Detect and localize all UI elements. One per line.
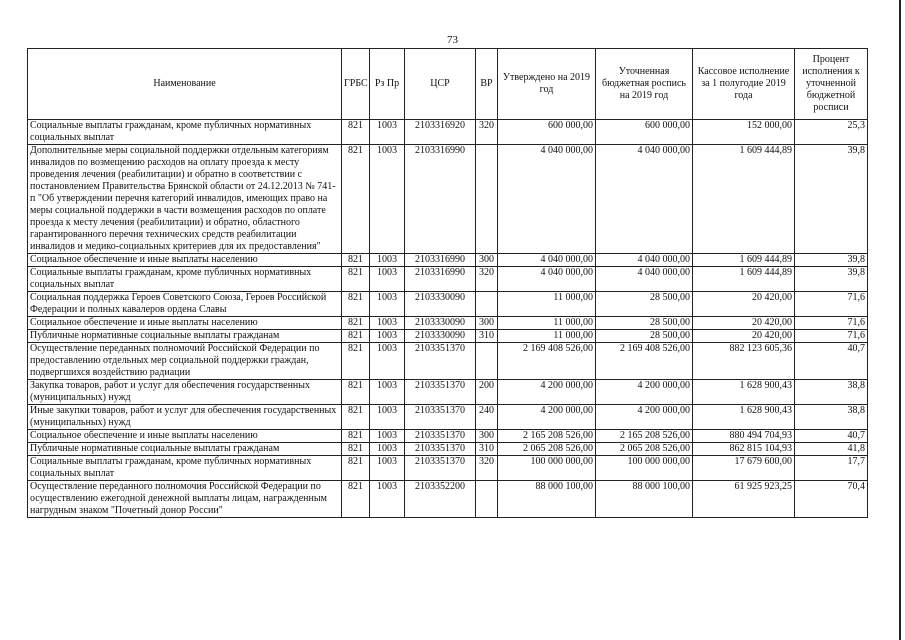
cell-vr: 300 bbox=[476, 254, 498, 267]
cell-cash: 880 494 704,93 bbox=[693, 430, 795, 443]
header-refined: Уточненная бюджетная роспись на 2019 год bbox=[596, 49, 693, 120]
cell-csr: 2103330090 bbox=[405, 317, 476, 330]
cell-grbs: 821 bbox=[342, 481, 370, 518]
cell-grbs: 821 bbox=[342, 405, 370, 430]
cell-vr: 300 bbox=[476, 317, 498, 330]
table-row bbox=[28, 443, 868, 456]
cell-name: Социальные выплаты гражданам, кроме публичных нормативных социальных выплат bbox=[28, 456, 342, 481]
cell-cash: 20 420,00 bbox=[693, 317, 795, 330]
cell-csr: 2103316990 bbox=[405, 267, 476, 292]
cell-grbs: 821 bbox=[342, 267, 370, 292]
cell-refined: 2 169 408 526,00 bbox=[596, 343, 693, 380]
table-row bbox=[28, 254, 868, 267]
cell-vr bbox=[476, 343, 498, 380]
cell-csr: 2103351370 bbox=[405, 380, 476, 405]
cell-csr: 2103330090 bbox=[405, 292, 476, 317]
cell-percent: 70,4 bbox=[795, 481, 868, 518]
cell-vr: 240 bbox=[476, 405, 498, 430]
cell-csr: 2103351370 bbox=[405, 405, 476, 430]
cell-approved: 4 200 000,00 bbox=[498, 405, 596, 430]
cell-rz-pr: 1003 bbox=[370, 380, 405, 405]
cell-csr: 2103351370 bbox=[405, 343, 476, 380]
cell-csr: 2103351370 bbox=[405, 443, 476, 456]
cell-approved: 2 169 408 526,00 bbox=[498, 343, 596, 380]
cell-refined: 2 065 208 526,00 bbox=[596, 443, 693, 456]
table-row bbox=[28, 380, 868, 405]
cell-percent: 39,8 bbox=[795, 145, 868, 254]
cell-cash: 1 609 444,89 bbox=[693, 267, 795, 292]
cell-grbs: 821 bbox=[342, 254, 370, 267]
cell-rz-pr: 1003 bbox=[370, 292, 405, 317]
cell-percent: 41,8 bbox=[795, 443, 868, 456]
cell-percent: 25,3 bbox=[795, 120, 868, 145]
cell-refined: 2 165 208 526,00 bbox=[596, 430, 693, 443]
cell-refined: 28 500,00 bbox=[596, 317, 693, 330]
cell-percent: 71,6 bbox=[795, 292, 868, 317]
cell-grbs: 821 bbox=[342, 456, 370, 481]
cell-name: Социальные выплаты гражданам, кроме публичных нормативных социальных выплат bbox=[28, 267, 342, 292]
cell-name: Дополнительные меры социальной поддержки отдельным категориям инвалидов по возмещению расходов на оплату проезда к месту проведения лечения (реабилитации) и обратно в соответствии с постановлением Правительства Брянской области от 24.12.2013 № 741-п "Об утверждении перечня категорий инвалидов, имеющих право на меры социальной поддержки в части возмещения расходов по оплате проезда к месту лечения (реабилитации) и обратно, областного гарантированного перечня технических средств реабилитации инвалидов и медико-социальных критериев для их предоставления" bbox=[28, 145, 342, 254]
cell-grbs: 821 bbox=[342, 120, 370, 145]
cell-percent: 71,6 bbox=[795, 317, 868, 330]
cell-approved: 11 000,00 bbox=[498, 292, 596, 317]
cell-refined: 4 040 000,00 bbox=[596, 267, 693, 292]
header-csr: ЦСР bbox=[405, 49, 476, 120]
cell-approved: 4 040 000,00 bbox=[498, 145, 596, 254]
cell-csr: 2103316990 bbox=[405, 145, 476, 254]
header-vr: ВР bbox=[476, 49, 498, 120]
cell-name: Иные закупки товаров, работ и услуг для обеспечения государственных (муниципальных) нужд bbox=[28, 405, 342, 430]
cell-grbs: 821 bbox=[342, 292, 370, 317]
cell-rz-pr: 1003 bbox=[370, 254, 405, 267]
cell-approved: 88 000 100,00 bbox=[498, 481, 596, 518]
cell-name: Осуществление переданного полномочия Российской Федерации по осуществлению ежегодной денежной выплаты лицам, награжденным нагрудным знаком "Почетный донор России" bbox=[28, 481, 342, 518]
cell-refined: 88 000 100,00 bbox=[596, 481, 693, 518]
cell-cash: 1 609 444,89 bbox=[693, 145, 795, 254]
cell-grbs: 821 bbox=[342, 317, 370, 330]
cell-refined: 4 200 000,00 bbox=[596, 405, 693, 430]
cell-refined: 4 040 000,00 bbox=[596, 145, 693, 254]
cell-approved: 600 000,00 bbox=[498, 120, 596, 145]
budget-table bbox=[27, 48, 868, 518]
cell-refined: 28 500,00 bbox=[596, 330, 693, 343]
table-row bbox=[28, 343, 868, 380]
cell-approved: 2 165 208 526,00 bbox=[498, 430, 596, 443]
cell-cash: 20 420,00 bbox=[693, 330, 795, 343]
cell-cash: 882 123 605,36 bbox=[693, 343, 795, 380]
cell-vr bbox=[476, 145, 498, 254]
table-row bbox=[28, 456, 868, 481]
cell-cash: 1 628 900,43 bbox=[693, 405, 795, 430]
header-approved: Утверждено на 2019 год bbox=[498, 49, 596, 120]
cell-rz-pr: 1003 bbox=[370, 430, 405, 443]
table-header-row bbox=[28, 49, 868, 120]
cell-grbs: 821 bbox=[342, 145, 370, 254]
cell-name: Социальная поддержка Героев Советского Союза, Героев Российской Федерации и полных кавалеров ордена Славы bbox=[28, 292, 342, 317]
cell-name: Осуществление переданных полномочий Российской Федерации по предоставлению отдельных мер социальной поддержки граждан, подвергшихся воздействию радиации bbox=[28, 343, 342, 380]
cell-vr: 310 bbox=[476, 443, 498, 456]
cell-vr: 300 bbox=[476, 430, 498, 443]
cell-refined: 600 000,00 bbox=[596, 120, 693, 145]
cell-cash: 61 925 923,25 bbox=[693, 481, 795, 518]
table-row bbox=[28, 481, 868, 518]
cell-cash: 20 420,00 bbox=[693, 292, 795, 317]
header-percent: Процент исполнения к уточненной бюджетной росписи bbox=[795, 49, 868, 120]
cell-name: Закупка товаров, работ и услуг для обеспечения государственных (муниципальных) нужд bbox=[28, 380, 342, 405]
cell-rz-pr: 1003 bbox=[370, 405, 405, 430]
cell-vr: 200 bbox=[476, 380, 498, 405]
cell-cash: 1 628 900,43 bbox=[693, 380, 795, 405]
cell-approved: 2 065 208 526,00 bbox=[498, 443, 596, 456]
cell-approved: 4 040 000,00 bbox=[498, 254, 596, 267]
cell-rz-pr: 1003 bbox=[370, 145, 405, 254]
cell-grbs: 821 bbox=[342, 343, 370, 380]
cell-cash: 17 679 600,00 bbox=[693, 456, 795, 481]
cell-name: Социальное обеспечение и иные выплаты населению bbox=[28, 430, 342, 443]
cell-approved: 4 200 000,00 bbox=[498, 380, 596, 405]
table-row bbox=[28, 120, 868, 145]
cell-csr: 2103316920 bbox=[405, 120, 476, 145]
cell-approved: 100 000 000,00 bbox=[498, 456, 596, 481]
cell-refined: 4 200 000,00 bbox=[596, 380, 693, 405]
cell-name: Социальные выплаты гражданам, кроме публичных нормативных социальных выплат bbox=[28, 120, 342, 145]
table-row bbox=[28, 292, 868, 317]
page-edge-line bbox=[899, 0, 901, 640]
cell-cash: 1 609 444,89 bbox=[693, 254, 795, 267]
cell-csr: 2103352200 bbox=[405, 481, 476, 518]
cell-approved: 11 000,00 bbox=[498, 317, 596, 330]
table-row bbox=[28, 145, 868, 254]
cell-csr: 2103351370 bbox=[405, 430, 476, 443]
cell-vr: 310 bbox=[476, 330, 498, 343]
cell-vr: 320 bbox=[476, 120, 498, 145]
cell-vr: 320 bbox=[476, 456, 498, 481]
cell-grbs: 821 bbox=[342, 380, 370, 405]
cell-name: Публичные нормативные социальные выплаты гражданам bbox=[28, 330, 342, 343]
cell-approved: 11 000,00 bbox=[498, 330, 596, 343]
cell-rz-pr: 1003 bbox=[370, 267, 405, 292]
cell-csr: 2103330090 bbox=[405, 330, 476, 343]
cell-rz-pr: 1003 bbox=[370, 481, 405, 518]
page-number: 73 bbox=[447, 34, 458, 46]
cell-grbs: 821 bbox=[342, 443, 370, 456]
table-row bbox=[28, 330, 868, 343]
header-grbs: ГРБС bbox=[342, 49, 370, 120]
cell-rz-pr: 1003 bbox=[370, 330, 405, 343]
table-row bbox=[28, 267, 868, 292]
cell-vr bbox=[476, 481, 498, 518]
cell-vr: 320 bbox=[476, 267, 498, 292]
cell-percent: 40,7 bbox=[795, 430, 868, 443]
cell-refined: 28 500,00 bbox=[596, 292, 693, 317]
cell-percent: 17,7 bbox=[795, 456, 868, 481]
cell-percent: 39,8 bbox=[795, 267, 868, 292]
cell-rz-pr: 1003 bbox=[370, 317, 405, 330]
cell-percent: 39,8 bbox=[795, 254, 868, 267]
table-row bbox=[28, 405, 868, 430]
cell-grbs: 821 bbox=[342, 330, 370, 343]
cell-csr: 2103316990 bbox=[405, 254, 476, 267]
cell-rz-pr: 1003 bbox=[370, 343, 405, 380]
cell-name: Социальное обеспечение и иные выплаты населению bbox=[28, 317, 342, 330]
cell-percent: 71,6 bbox=[795, 330, 868, 343]
cell-csr: 2103351370 bbox=[405, 456, 476, 481]
cell-rz-pr: 1003 bbox=[370, 456, 405, 481]
cell-approved: 4 040 000,00 bbox=[498, 267, 596, 292]
cell-name: Социальное обеспечение и иные выплаты населению bbox=[28, 254, 342, 267]
cell-rz-pr: 1003 bbox=[370, 120, 405, 145]
header-name: Наименование bbox=[28, 49, 342, 120]
cell-percent: 38,8 bbox=[795, 405, 868, 430]
cell-rz-pr: 1003 bbox=[370, 443, 405, 456]
cell-vr bbox=[476, 292, 498, 317]
cell-refined: 100 000 000,00 bbox=[596, 456, 693, 481]
table-row bbox=[28, 317, 868, 330]
header-rz-pr: Рз Пр bbox=[370, 49, 405, 120]
cell-percent: 38,8 bbox=[795, 380, 868, 405]
cell-cash: 862 815 104,93 bbox=[693, 443, 795, 456]
cell-percent: 40,7 bbox=[795, 343, 868, 380]
header-cash: Кассовое исполнение за 1 полугодие 2019 года bbox=[693, 49, 795, 120]
cell-name: Публичные нормативные социальные выплаты гражданам bbox=[28, 443, 342, 456]
cell-cash: 152 000,00 bbox=[693, 120, 795, 145]
table-row bbox=[28, 430, 868, 443]
cell-refined: 4 040 000,00 bbox=[596, 254, 693, 267]
cell-grbs: 821 bbox=[342, 430, 370, 443]
